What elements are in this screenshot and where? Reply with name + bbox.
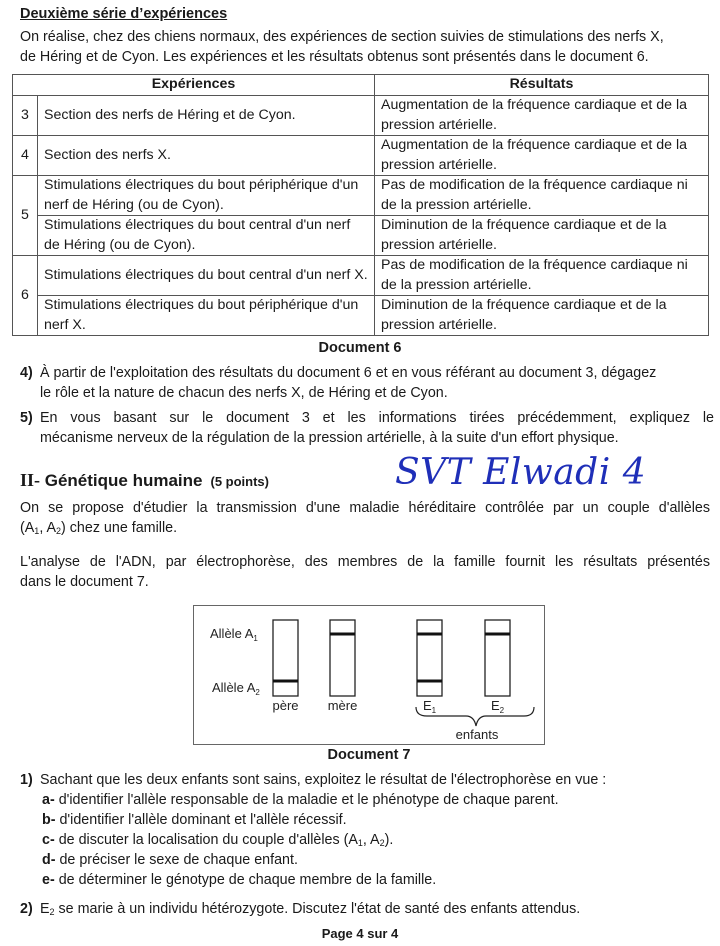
question-text-cont: le rôle et la nature de chacun des nerfs X, de Héring et de Cyon. <box>40 385 448 401</box>
genetics-intro <box>20 498 710 538</box>
page-footer: Page 4 sur 4 <box>321 926 399 941</box>
question-text-cont: mécanisme nerveux de la régulation de la pression artérielle, à la suite d'un effort physique. <box>40 430 619 446</box>
sub-letter: c- <box>42 832 55 848</box>
experiment-number: 5 <box>13 176 38 256</box>
table-header-row <box>13 75 709 96</box>
lane-label: $E_1$ <box>422 698 437 715</box>
subscript: 2 <box>49 907 55 917</box>
sub-letter: e- <box>42 872 55 888</box>
genetics-intro-line-2 <box>20 518 710 538</box>
series-heading: Deuxième série d’expériences <box>20 6 228 22</box>
subscript: 1 <box>357 838 363 848</box>
subscript: 2 <box>56 526 62 536</box>
question-number: 1) <box>20 772 33 788</box>
sub-text: d'identifier l'allèle dominant et l'allèle récessif. <box>59 812 347 828</box>
dna-band-a1 <box>417 633 442 636</box>
table-row <box>13 296 709 336</box>
sub-question-a <box>20 790 720 810</box>
header-experiences: Expériences <box>13 75 375 96</box>
sub-letter: b- <box>42 812 56 828</box>
sub-question-e <box>20 870 720 890</box>
children-group-label: enfants <box>455 727 499 742</box>
experiments-table <box>12 74 709 336</box>
electrophoresis-diagram <box>194 606 544 744</box>
genetics-intro-line-1: On se propose d'étudier la transmission d'une maladie héréditaire contrôlée par un couple d'allèles <box>20 500 710 516</box>
sub-text: de déterminer le génotype de chaque membre de la famille. <box>58 872 437 888</box>
series-intro <box>20 27 710 67</box>
question-text: Sachant que les deux enfants sont sains, exploitez le résultat de l'électrophorèse en vue : <box>40 772 607 788</box>
question-number: 5) <box>20 410 33 426</box>
lane-label: mère <box>327 698 358 713</box>
dna-band-a2 <box>417 680 442 683</box>
gel-lane <box>485 620 510 696</box>
sub-text: ). <box>384 832 394 848</box>
watermark-logo: SVT Elwadi 4 <box>395 452 647 493</box>
header-resultats: Résultats <box>375 75 709 96</box>
genetics-analysis-line-1: L'analyse de l'ADN, par électrophorèse, des membres de la famille fournit les résultats présentés <box>20 554 710 570</box>
experiment-number: 6 <box>13 256 38 336</box>
gel-lane <box>273 620 298 696</box>
intro-line-1: On réalise, chez des chiens normaux, des expériences de section suivies de stimulations des nerfs X, <box>20 29 664 45</box>
question-4 <box>20 363 720 403</box>
sub-question-d <box>20 850 720 870</box>
table-row <box>13 176 709 216</box>
sub-letter: d- <box>42 852 56 868</box>
question-5 <box>20 408 714 448</box>
document-7-caption: Document 7 <box>327 747 411 763</box>
result-cell: Diminution de la fréquence cardiaque et de la pression artérielle. <box>375 216 709 256</box>
experiment-cell: Stimulations électriques du bout central d'un nerf de Héring (ou de Cyon). <box>38 216 375 256</box>
question-text: se marie à un individu hétérozygote. Discutez l'état de santé des enfants attendus. <box>54 901 581 917</box>
question-number: 4) <box>20 365 33 381</box>
dna-band-a1 <box>485 633 510 636</box>
sub-text: de discuter la localisation du couple d'allèles (A <box>58 832 358 848</box>
intro-line-2: de Héring et de Cyon. Les expériences et les résultats obtenus sont présentés dans le document 6. <box>20 49 649 65</box>
sub-question-b <box>20 810 720 830</box>
allele-a2-label: Allèle $A_2$ <box>212 680 260 697</box>
experiment-cell: Section des nerfs X. <box>38 136 375 176</box>
result-cell: Augmentation de la fréquence cardiaque et de la pression artérielle. <box>375 136 709 176</box>
lane-label: $E_2$ <box>490 698 505 715</box>
table-row <box>13 96 709 136</box>
dna-band-a1 <box>330 633 355 636</box>
question-text: E <box>40 901 50 917</box>
question-1 <box>20 770 720 890</box>
document-6-caption: Document 6 <box>318 340 402 356</box>
section-2-heading <box>20 470 269 491</box>
experiment-cell: Stimulations électriques du bout périphérique d'un nerf de Héring (ou de Cyon). <box>38 176 375 216</box>
section-title: Génétique humaine <box>44 471 203 490</box>
genetics-analysis <box>20 552 710 592</box>
genetics-analysis-line-2: dans le document 7. <box>20 574 149 590</box>
experiment-cell: Section des nerfs de Héring et de Cyon. <box>38 96 375 136</box>
table-row <box>13 256 709 296</box>
result-cell: Pas de modification de la fréquence cardiaque ni de la pression artérielle. <box>375 256 709 296</box>
question-2 <box>20 899 720 919</box>
subscript: 2 <box>379 838 385 848</box>
subscript: 1 <box>34 526 40 536</box>
text: , A <box>39 520 57 536</box>
gel-lane <box>330 620 355 696</box>
question-number: 2) <box>20 901 33 917</box>
result-cell: Pas de modification de la fréquence cardiaque ni de la pression artérielle. <box>375 176 709 216</box>
result-cell: Augmentation de la fréquence cardiaque et de la pression artérielle. <box>375 96 709 136</box>
experiment-cell: Stimulations électriques du bout central d'un nerf X. <box>38 256 375 296</box>
sub-text: de préciser le sexe de chaque enfant. <box>59 852 298 868</box>
result-cell: Diminution de la fréquence cardiaque et de la pression artérielle. <box>375 296 709 336</box>
section-roman: II- <box>20 470 41 490</box>
experiment-cell: Stimulations électriques du bout périphérique d'un nerf X. <box>38 296 375 336</box>
table-row <box>13 136 709 176</box>
sub-letter: a- <box>42 792 55 808</box>
text: (A <box>20 520 35 536</box>
dna-band-a2 <box>273 680 298 683</box>
text: ) chez une famille. <box>61 520 178 536</box>
question-text: À partir de l'exploitation des résultats du document 6 et en vous référant au document 3, dégagez <box>40 365 657 381</box>
sub-text: d'identifier l'allèle responsable de la maladie et le phénotype de chaque parent. <box>58 792 559 808</box>
sub-question-c <box>20 830 720 850</box>
lane-label: père <box>272 698 299 713</box>
section-points: (5 points) <box>210 474 269 489</box>
allele-a1-label: Allèle $A_1$ <box>210 626 258 643</box>
sub-text: , A <box>362 832 380 848</box>
gel-lane <box>417 620 442 696</box>
experiment-number: 3 <box>13 96 38 136</box>
electrophoresis-figure <box>193 605 545 745</box>
experiment-number: 4 <box>13 136 38 176</box>
question-text: En vous basant sur le document 3 et les informations tirées précédemment, expliquez le <box>40 410 714 426</box>
table-row <box>13 216 709 256</box>
